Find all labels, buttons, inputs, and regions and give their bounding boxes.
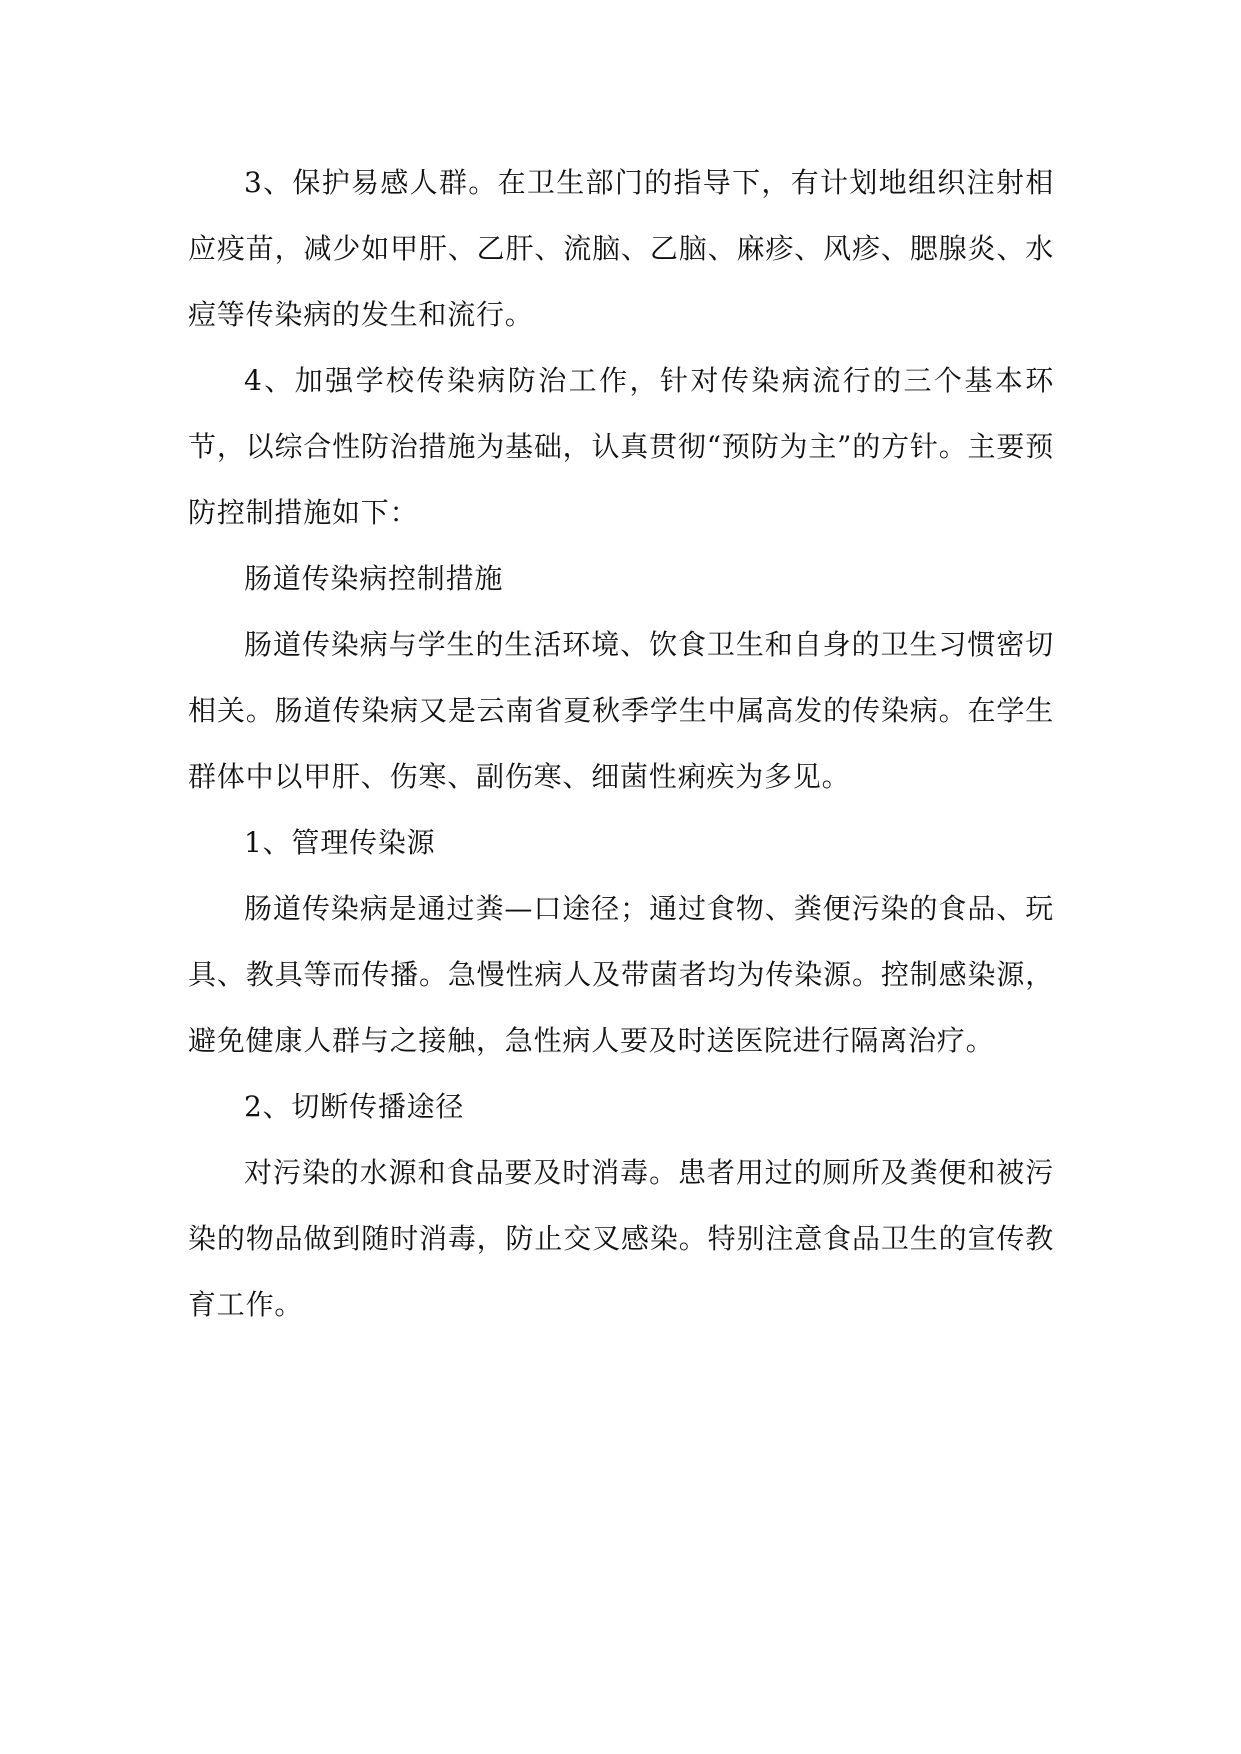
paragraph-cut-transmission: 对污染的水源和食品要及时消毒。患者用过的厕所及粪便和被污染的物品做到随时消毒，防止交叉感染。特别注意食品卫生的宣传教育工作。 xyxy=(188,1156,1054,1321)
subheading-cut-transmission: 2、切断传播途径 xyxy=(244,1090,465,1123)
subheading-manage-source: 1、管理传染源 xyxy=(244,826,436,859)
section-heading-intestinal: 肠道传染病控制措施 xyxy=(244,562,504,595)
paragraph-intestinal-intro: 肠道传染病与学生的生活环境、饮食卫生和自身的卫生习惯密切相关。肠道传染病又是云南省夏秋季学生中属高发的传染病。在学生群体中以甲肝、伤寒、副伤寒、细菌性痢疾为多见。 xyxy=(188,628,1054,793)
paragraph-protect-susceptible: 3、保护易感人群。在卫生部门的指导下，有计划地组织注射相应疫苗，减少如甲肝、乙肝、流脑、乙脑、麻疹、风疹、腮腺炎、水痘等传染病的发生和流行。 xyxy=(188,166,1054,331)
paragraph-manage-source: 肠道传染病是通过粪—口途径；通过食物、粪便污染的食品、玩具、教具等而传播。急慢性病人及带菌者均为传染源。控制感染源，避免健康人群与之接触，急性病人要及时送医院进行隔离治疗。 xyxy=(188,892,1054,1057)
paragraph-school-prevention: 4、加强学校传染病防治工作，针对传染病流行的三个基本环节，以综合性防治措施为基础，认真贯彻“预防为主”的方针。主要预防控制措施如下： xyxy=(188,364,1054,529)
document-body xyxy=(188,150,1054,1338)
